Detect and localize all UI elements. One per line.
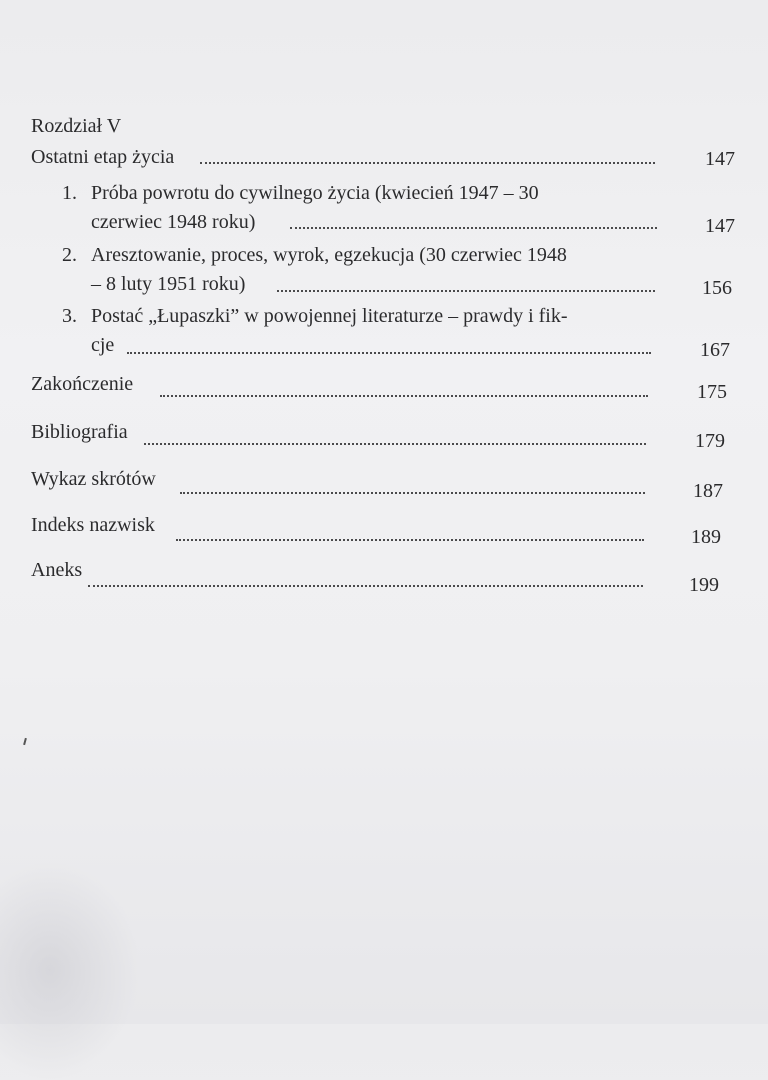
dot-leader (88, 585, 643, 587)
toc-entry-title: Ostatni etap życia (31, 146, 175, 168)
shadow (0, 860, 140, 1080)
toc-entry-page: 167 (700, 339, 730, 361)
dot-leader (127, 352, 651, 354)
toc-subentry-title-line2: – 8 luty 1951 roku) (91, 273, 246, 295)
toc-subentry-title-line2: czerwiec 1948 roku) (91, 211, 256, 233)
dot-leader (277, 290, 655, 292)
toc-entry-title: Wykaz skrótów (31, 468, 156, 490)
dot-leader (200, 162, 655, 164)
stray-mark (23, 738, 27, 745)
toc-entry-title: Bibliografia (31, 421, 128, 443)
toc-entry-page: 189 (691, 526, 721, 548)
toc-entry-page: 156 (702, 277, 732, 299)
toc-subentry-number: 2. (62, 244, 77, 266)
chapter-heading: Rozdział V (31, 115, 122, 137)
toc-subentry-title-line2: cje (91, 334, 115, 356)
toc-entry-page: 187 (693, 480, 723, 502)
toc-subentry-title-line1: Postać „Łupaszki” w powojennej literaturze – prawdy i fik- (91, 305, 568, 327)
toc-entry-title: Indeks nazwisk (31, 514, 155, 536)
toc-entry-page: 199 (689, 574, 719, 596)
toc-subentry-number: 3. (62, 305, 77, 327)
dot-leader (176, 539, 644, 541)
dot-leader (144, 443, 646, 445)
dot-leader (160, 395, 648, 397)
dot-leader (290, 227, 657, 229)
toc-entry-page: 147 (705, 148, 735, 170)
toc-entry-title: Aneks (31, 559, 83, 581)
toc-subentry-title-line1: Aresztowanie, proces, wyrok, egzekucja (30 czerwiec 1948 (91, 244, 567, 266)
toc-entry-page: 147 (705, 215, 735, 237)
dot-leader (180, 492, 645, 494)
toc-subentry-title-line1: Próba powrotu do cywilnego życia (kwiecień 1947 – 30 (91, 182, 539, 204)
toc-entry-page: 175 (697, 381, 727, 403)
toc-subentry-number: 1. (62, 182, 77, 204)
toc-entry-page: 179 (695, 430, 725, 452)
toc-entry-title: Zakończenie (31, 373, 134, 395)
